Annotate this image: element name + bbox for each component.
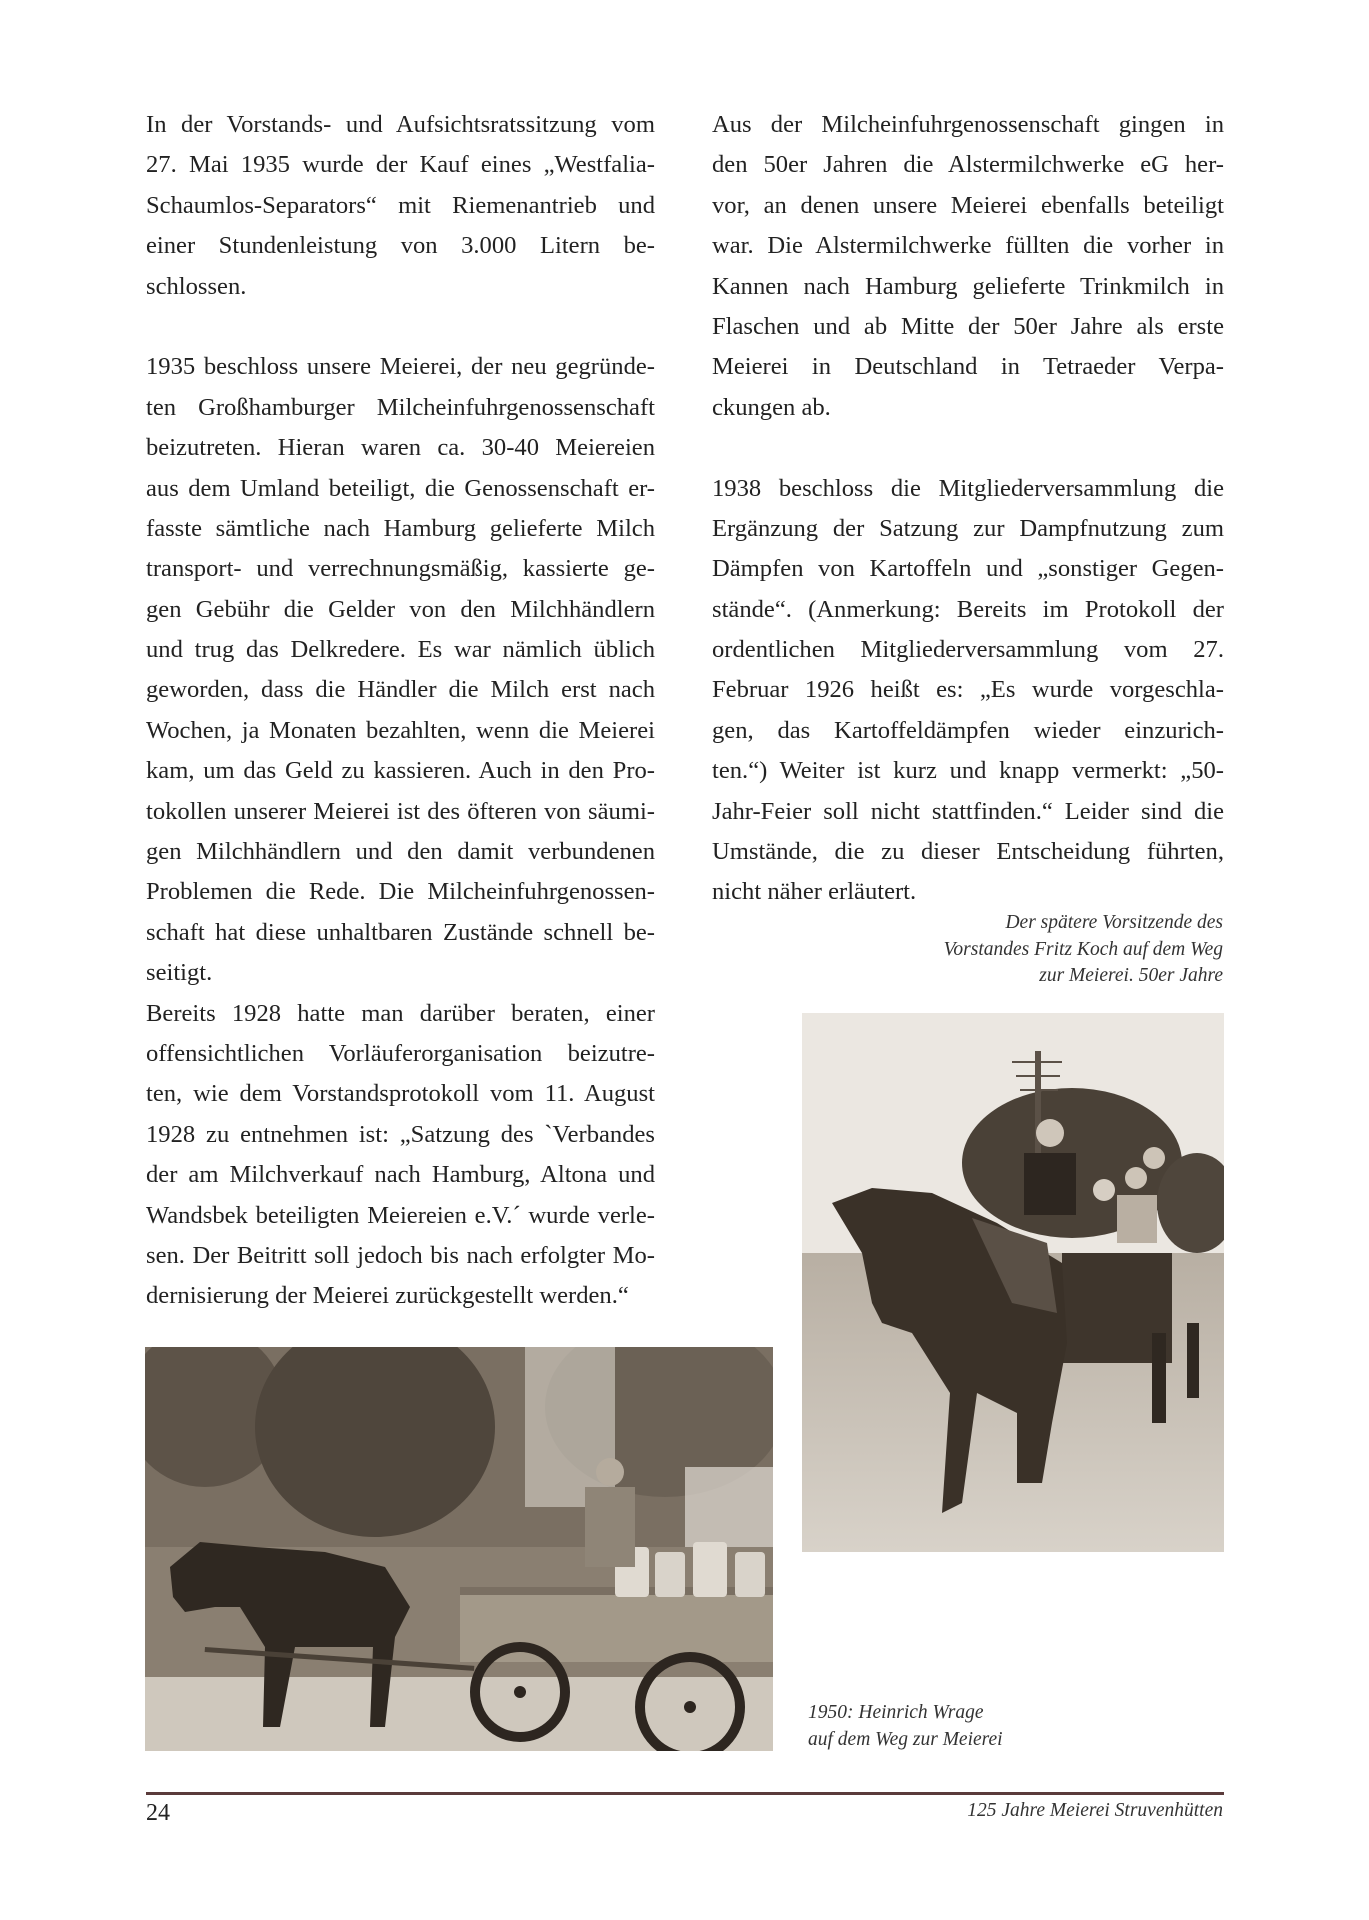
horse-wagon-photo-icon	[802, 1013, 1224, 1552]
text-line: tokollen unserer Meierei ist des öfteren von säumi-	[146, 797, 655, 825]
text-line: gen Gebühr die Gelder von den Milchhändlern	[146, 595, 655, 623]
text-line: schaft hat diese unhaltbaren Zustände schnell be-	[146, 918, 655, 946]
text-line: der am Milchverkauf nach Hamburg, Altona und	[146, 1161, 655, 1189]
text-line: war. Die Alstermilchwerke füllten die vorher in	[712, 232, 1224, 260]
text-line: Wandsbek beteiligten Meiereien e.V.´ wurde verle-	[146, 1201, 655, 1229]
text-line: aus dem Umland beteiligt, die Genossenschaft er-	[146, 474, 655, 502]
text-line: ordentlichen Mitgliederversammlung vom 27.	[712, 636, 1224, 664]
text-line: seitigt.	[146, 959, 213, 987]
text-line: Kannen nach Hamburg gelieferte Trinkmilch in	[712, 272, 1224, 300]
text-line: dernisierung der Meierei zurückgestellt werden.“	[146, 1282, 629, 1310]
photo-fritz-koch-wagon	[802, 1013, 1224, 1552]
paragraph-1938-statute	[712, 469, 1224, 913]
paragraph-alstermilchwerke	[712, 105, 1224, 428]
paragraph-separator-purchase	[146, 105, 655, 307]
text-line: Jahr-Feier soll nicht stattfinden.“ Leider sind die	[712, 797, 1224, 825]
text-line: stände“. (Anmerkung: Bereits im Protokoll der	[712, 595, 1224, 623]
text-line: ten Großhamburger Milcheinfuhrgenossenschaft	[146, 393, 655, 421]
text-line: 1928 zu entnehmen ist: „Satzung des `Verbandes	[146, 1120, 655, 1148]
caption-line: 1950: Heinrich Wrage	[808, 1702, 984, 1723]
paragraph-milk-cooperative-1935	[146, 347, 655, 993]
text-line: fasste sämtliche nach Hamburg gelieferte Milch	[146, 514, 655, 542]
text-line: und trug das Delkredere. Es war nämlich üblich	[146, 636, 655, 664]
milk-cart-photo-icon	[145, 1347, 773, 1751]
text-line: Umstände, die zu dieser Entscheidung führten,	[712, 838, 1224, 866]
text-line: offensichtlichen Vorläuferorganisation beizutre-	[146, 1039, 655, 1067]
left-text-column	[146, 105, 655, 1317]
text-line: 27. Mai 1935 wurde der Kauf eines „Westfalia-	[146, 151, 655, 179]
text-line: Dämpfen von Kartoffeln und „sonstiger Gegen-	[712, 555, 1224, 583]
caption-line: zur Meierei. 50er Jahre	[1039, 965, 1223, 986]
text-line: einer Stundenleistung von 3.000 Litern be-	[146, 232, 655, 260]
text-line: ten, wie dem Vorstandsprotokoll vom 11. August	[146, 1080, 655, 1108]
text-line: vor, an denen unsere Meierei ebenfalls beteiligt	[712, 191, 1224, 219]
caption-line: Der spätere Vorsitzende des	[1005, 912, 1223, 933]
paragraph-1928-deliberation	[146, 994, 655, 1317]
footer-rule	[146, 1792, 1224, 1795]
text-line: sen. Der Beitritt soll jedoch bis nach erfolgter Mo-	[146, 1241, 655, 1269]
right-text-column	[712, 105, 1224, 913]
text-line: nicht näher erläutert.	[712, 878, 917, 906]
text-line: den 50er Jahren die Alstermilchwerke eG her-	[712, 151, 1224, 179]
text-line: Bereits 1928 hatte man darüber beraten, einer	[146, 999, 655, 1027]
photo-heinrich-wrage-milk-cart	[145, 1347, 773, 1751]
running-title: 125 Jahre Meierei Struvenhütten	[967, 1800, 1223, 1821]
text-line: Ergänzung der Satzung zur Dampfnutzung zum	[712, 514, 1224, 542]
photo-caption-wrage	[808, 1700, 1108, 1753]
text-line: Flaschen und ab Mitte der 50er Jahre als erste	[712, 312, 1224, 340]
text-line: ten.“) Weiter ist kurz und knapp vermerkt: „50-	[712, 757, 1224, 785]
text-line: gen Milchhändlern und den damit verbundenen	[146, 838, 655, 866]
text-line: Problemen die Rede. Die Milcheinfuhrgenossen-	[146, 878, 655, 906]
text-line: Meierei in Deutschland in Tetraeder Verpa-	[712, 353, 1224, 381]
text-line: 1938 beschloss die Mitgliederversammlung die	[712, 474, 1224, 502]
page-number: 24	[146, 1800, 170, 1826]
photo-caption-koch	[863, 910, 1223, 990]
text-line: schlossen.	[146, 272, 247, 300]
text-line: In der Vorstands- und Aufsichtsratssitzung vom	[146, 111, 655, 138]
text-line: gen, das Kartoffeldämpfen wieder einzurich-	[712, 716, 1224, 744]
caption-line: Vorstandes Fritz Koch auf dem Weg	[943, 938, 1223, 960]
text-line: beizutreten. Hieran waren ca. 30-40 Meiereien	[146, 434, 655, 462]
text-line: ckungen ab.	[712, 393, 831, 421]
text-line: kam, um das Geld zu kassieren. Auch in den Pro-	[146, 757, 655, 785]
text-line: Schaumlos-Separators“ mit Riemenantrieb und	[146, 191, 655, 219]
text-line: geworden, dass die Händler die Milch erst nach	[146, 676, 655, 704]
text-line: transport- und verrechnungsmäßig, kassierte ge-	[146, 555, 655, 583]
text-line: 1935 beschloss unsere Meierei, der neu gegründe-	[146, 353, 655, 381]
text-line: Februar 1926 heißt es: „Es wurde vorgeschla-	[712, 676, 1224, 704]
text-line: Aus der Milcheinfuhrgenossenschaft gingen in	[712, 111, 1224, 138]
text-line: Wochen, ja Monaten bezahlten, wenn die Meierei	[146, 716, 655, 744]
caption-line: auf dem Weg zur Meierei	[808, 1728, 1003, 1750]
